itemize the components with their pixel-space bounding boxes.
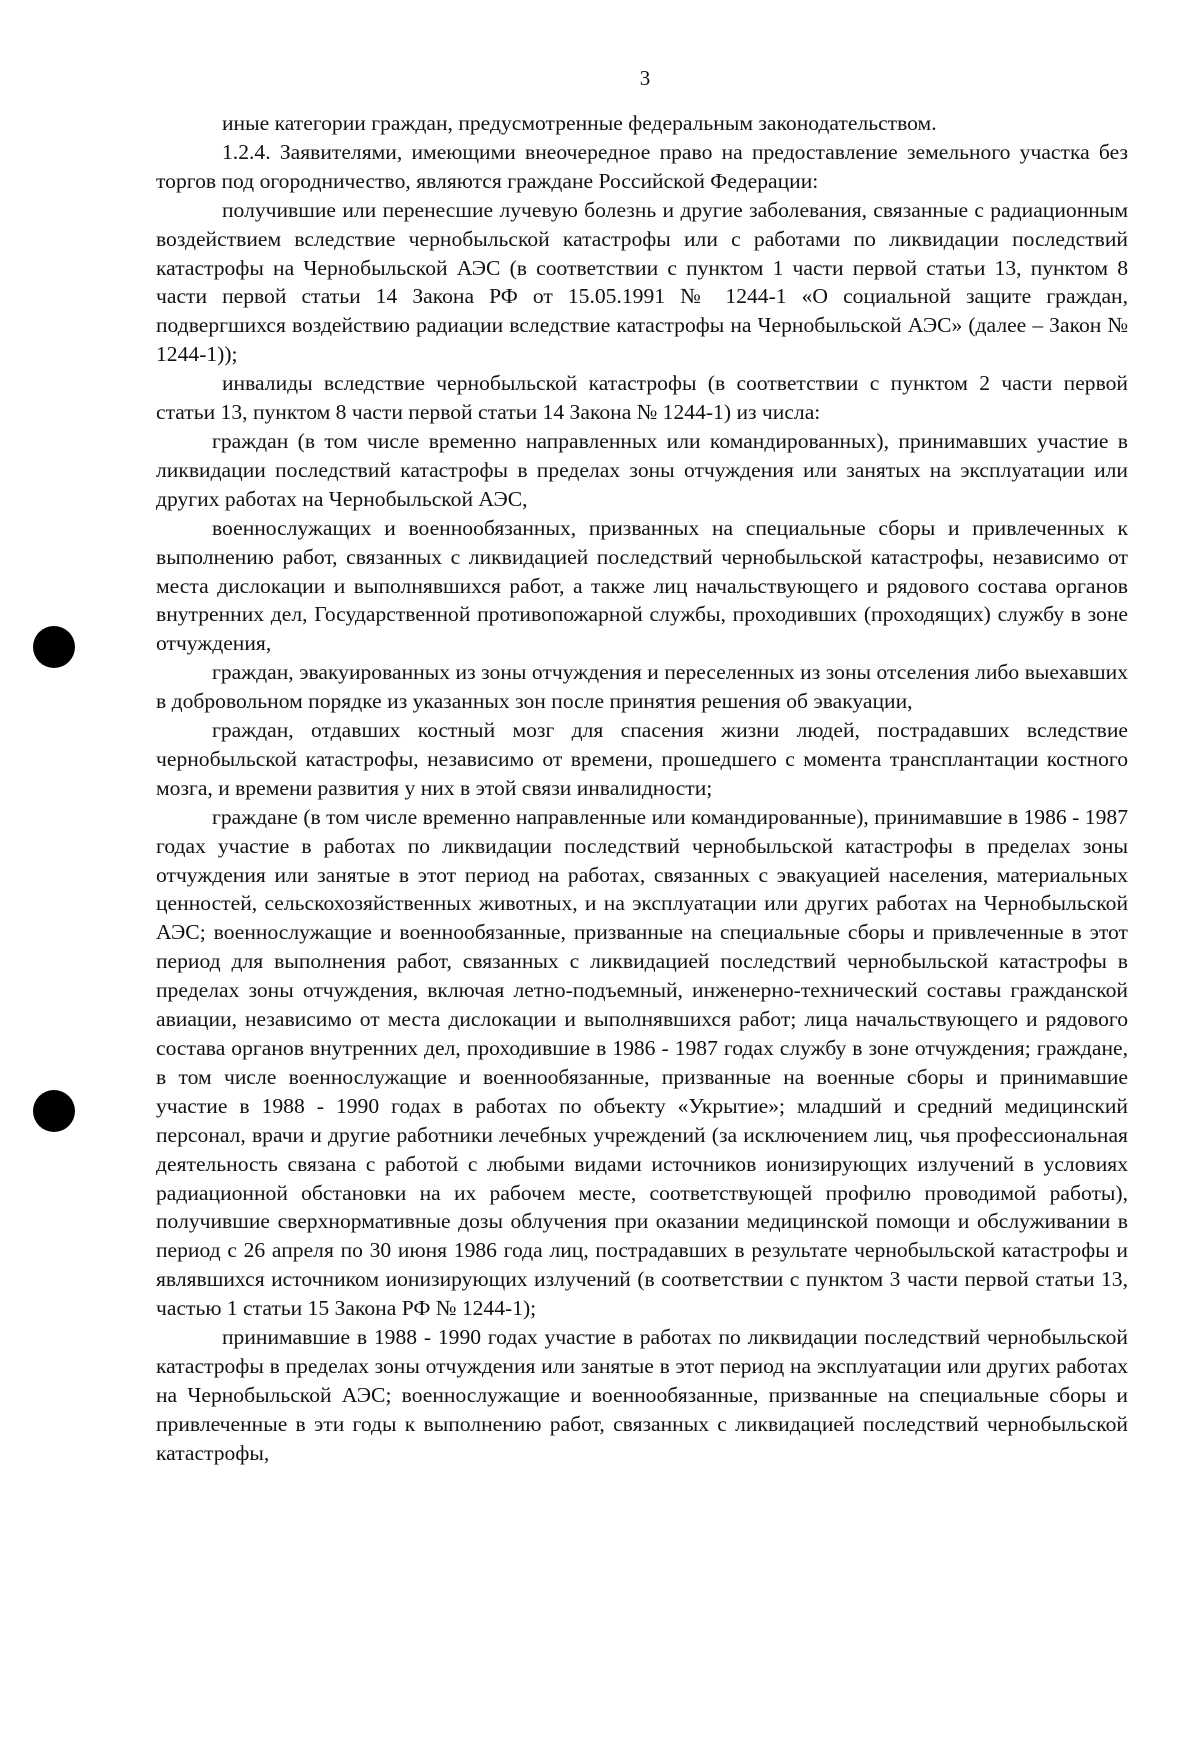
paragraph-radiation-illness: получившие или перенесшие лучевую болезнь и другие заболевания, связанные с радиационным воздействием вследствие чернобыльской катастрофы или с работами по ликвидации последствий катастрофы на Чернобыльской АЭС (в соответствии с пунктом 1 части первой статьи 13, пунктом 8 части первой статьи 14 Закона РФ от 15.05.1991 № 1244-1 «О социальной защите граждан, подвергшихся воздействию радиации вследствие катастрофы на Чернобыльской АЭС» (далее – Закон № 1244-1)); xyxy=(156,197,1128,367)
page-number: 3 xyxy=(639,66,651,90)
paragraph-evacuated-citizens: граждан, эвакуированных из зоны отчуждения и переселенных из зоны отселения либо выехавших в добровольном порядке из указанных зон после принятия решения об эвакуации, xyxy=(156,660,1128,714)
paragraph-1988-1990-participants: принимавшие в 1988 - 1990 годах участие в работах по ликвидации последствий чернобыльской катастрофы в пределах зоны отчуждения или занятые в этот период на эксплуатации или других работах на Чернобыльской АЭС; военнослужащие и военнообязанные, призванные на специальные сборы и привлеченные в эти годы к выполнению работ, связанных с ликвидацией последствий чернобыльской катастрофы, xyxy=(156,1325,1128,1465)
paragraph-military-personnel: военнослужащих и военнообязанных, призванных на специальные сборы и привлеченных к выполнению работ, связанных с ликвидацией последствий чернобыльской катастрофы, независимо от места дислокации и выполнявшихся работ, а также лиц начальствующего и рядового состава органов внутренних дел, Государственной противопожарной службы, проходивших (проходящих) службу в зоне отчуждения, xyxy=(156,515,1128,656)
paragraph-continuation: иные категории граждан, предусмотренные федеральным законодательством. xyxy=(222,111,937,135)
document-body xyxy=(156,109,1128,1468)
paragraph-disabled-persons: инвалиды вследствие чернобыльской катастрофы (в соответствии с пунктом 2 части первой статьи 13, пунктом 8 части первой статьи 14 Закона № 1244-1) из числа: xyxy=(156,371,1128,425)
paragraph-section-1-2-4: 1.2.4. Заявителями, имеющими внеочередное право на предоставление земельного участка без торгов под огородничество, являются граждане Российской Федерации: xyxy=(156,139,1128,193)
punch-hole-mark xyxy=(33,1090,75,1132)
paragraph-liquidation-participants: граждан (в том числе временно направленных или командированных), принимавших участие в ликвидации последствий катастрофы в пределах зоны отчуждения или занятых на эксплуатации или других работах на Чернобыльской АЭС, xyxy=(156,428,1128,511)
paragraph-bone-marrow-donors: граждан, отдавших костный мозг для спасения жизни людей, пострадавших вследствие чернобыльской катастрофы, независимо от времени, прошедшего с момента трансплантации костного мозга, и времени развития у них в этой связи инвалидности; xyxy=(156,718,1128,800)
paragraph-1986-1987-participants: граждане (в том числе временно направленные или командированные), принимавшие в 1986 - 1987 годах участие в работах по ликвидации последствий чернобыльской катастрофы в пределах зоны отчуждения или занятые в этот период на работах, связанных с эвакуацией населения, материальных ценностей, сельскохозяйственных животных, и на эксплуатации или других работах на Чернобыльской АЭС; военнослужащие и военнообязанные, призванные на специальные сборы и привлеченные в этот период для выполнения работ, связанных с ликвидацией последствий чернобыльской катастрофы в пределах зоны отчуждения, включая летно-подъемный, инженерно-технический составы гражданской авиации, независимо от места дислокации и выполнявшихся работ; лица начальствующего и рядового состава органов внутренних дел, проходившие в 1986 - 1987 годах службу в зоне отчуждения; граждане, в том числе военнослужащие и военнообязанные, призванные на военные сборы и принимавшие участие в 1988 - 1990 годах в работах по объекту «Укрытие»; младший и средний медицинский персонал, врачи и другие работники лечебных учреждений (за исключением лиц, чья профессиональная деятельность связана с работой с любыми видами источников ионизирующих излучений в условиях радиационной обстановки на их рабочем месте, соответствующей профилю проводимой работы), получившие сверхнормативные дозы облучения при оказании медицинской помощи и обслуживании в период с 26 апреля по 30 июня 1986 года лиц, пострадавших в результате чернобыльской катастрофы и являвшихся источником ионизирующих излучений (в соответствии с пунктом 3 части первой статьи 13, частью 1 статьи 15 Закона РФ № 1244-1); xyxy=(156,804,1128,1321)
punch-hole-mark xyxy=(33,626,75,668)
